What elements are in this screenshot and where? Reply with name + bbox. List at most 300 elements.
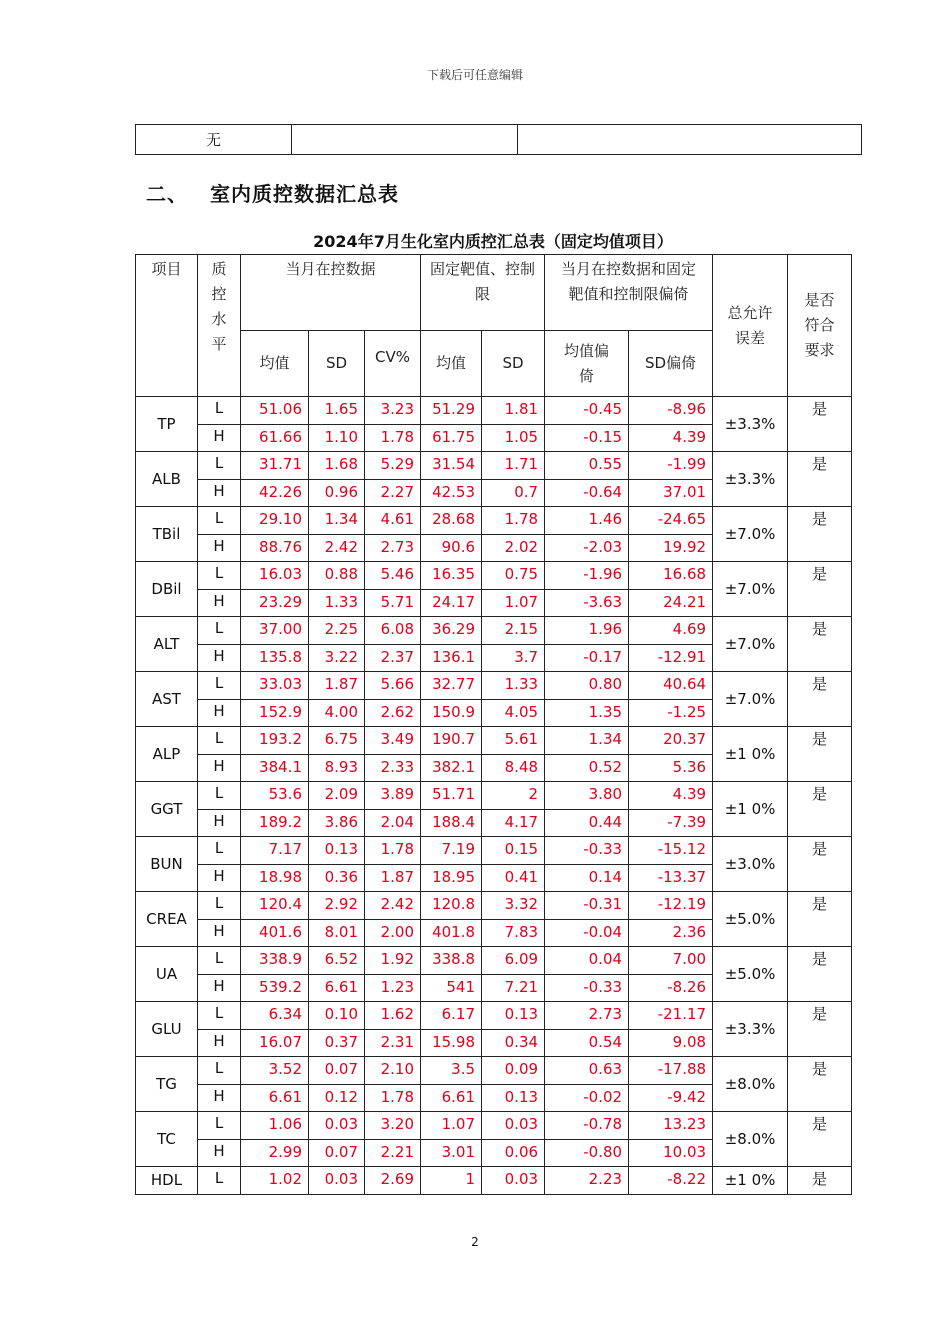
mean-bias-cell: -0.04: [545, 919, 629, 947]
mean-cell: 338.9: [241, 947, 309, 975]
comply-cell: 是: [788, 1002, 852, 1057]
mean-bias-cell: 0.52: [545, 754, 629, 782]
fixed-mean-cell: 120.8: [421, 892, 482, 920]
header-cv: CV%: [365, 331, 421, 397]
sd-bias-cell: -13.37: [629, 864, 713, 892]
sd-cell: 0.10: [309, 1002, 365, 1030]
fixed-sd-cell: 3.7: [482, 644, 545, 672]
level-cell: H: [198, 1084, 241, 1112]
comply-cell: 是: [788, 452, 852, 507]
tolerance-cell: ±1 0%: [713, 782, 788, 837]
sd-cell: 1.65: [309, 397, 365, 425]
fixed-sd-cell: 1.05: [482, 424, 545, 452]
level-cell: L: [198, 947, 241, 975]
fixed-sd-cell: 1.71: [482, 452, 545, 480]
tolerance-cell: ±3.3%: [713, 452, 788, 507]
fixed-mean-cell: 28.68: [421, 507, 482, 535]
level-cell: H: [198, 699, 241, 727]
tolerance-cell: ±1 0%: [713, 727, 788, 782]
table-row: [136, 672, 852, 700]
sd-bias-cell: 20.37: [629, 727, 713, 755]
header-bias: 当月在控数据和固定靶值和控制限偏倚: [545, 255, 713, 331]
tolerance-cell: ±3.3%: [713, 397, 788, 452]
fixed-sd-cell: 0.15: [482, 837, 545, 865]
mean-bias-cell: -1.96: [545, 562, 629, 590]
cv-cell: 1.62: [365, 1002, 421, 1030]
cv-cell: 2.42: [365, 892, 421, 920]
comply-cell: 是: [788, 507, 852, 562]
comply-cell: 是: [788, 837, 852, 892]
fixed-sd-cell: 0.03: [482, 1167, 545, 1195]
fixed-mean-cell: 382.1: [421, 754, 482, 782]
cv-cell: 4.61: [365, 507, 421, 535]
level-cell: L: [198, 727, 241, 755]
fixed-mean-cell: 338.8: [421, 947, 482, 975]
level-cell: H: [198, 919, 241, 947]
level-cell: H: [198, 754, 241, 782]
sd-bias-cell: 13.23: [629, 1112, 713, 1140]
fixed-mean-cell: 3.01: [421, 1139, 482, 1167]
mean-cell: 42.26: [241, 479, 309, 507]
cv-cell: 3.20: [365, 1112, 421, 1140]
table-title: 2024年7月生化室内质控汇总表（固定均值项目）: [313, 232, 673, 251]
mean-cell: 37.00: [241, 617, 309, 645]
level-cell: L: [198, 1112, 241, 1140]
fixed-sd-cell: 2.02: [482, 534, 545, 562]
fixed-sd-cell: 1.33: [482, 672, 545, 700]
sd-bias-cell: 9.08: [629, 1029, 713, 1057]
mean-cell: 29.10: [241, 507, 309, 535]
item-name-cell: CREA: [136, 892, 198, 947]
cv-cell: 2.21: [365, 1139, 421, 1167]
cv-cell: 5.46: [365, 562, 421, 590]
fixed-sd-cell: 0.75: [482, 562, 545, 590]
fixed-mean-cell: 32.77: [421, 672, 482, 700]
item-name-cell: HDL: [136, 1167, 198, 1195]
sd-bias-cell: -24.65: [629, 507, 713, 535]
mean-cell: 120.4: [241, 892, 309, 920]
table-row: [136, 1057, 852, 1085]
fixed-mean-cell: 7.19: [421, 837, 482, 865]
sd-cell: 6.75: [309, 727, 365, 755]
mean-cell: 189.2: [241, 809, 309, 837]
mean-cell: 193.2: [241, 727, 309, 755]
fixed-mean-cell: 16.35: [421, 562, 482, 590]
mean-cell: 23.29: [241, 589, 309, 617]
mean-bias-cell: 1.35: [545, 699, 629, 727]
cv-cell: 3.89: [365, 782, 421, 810]
sd-cell: 8.93: [309, 754, 365, 782]
mean-bias-cell: -0.02: [545, 1084, 629, 1112]
cv-cell: 3.23: [365, 397, 421, 425]
cv-cell: 1.78: [365, 1084, 421, 1112]
item-name-cell: TBil: [136, 507, 198, 562]
fixed-mean-cell: 18.95: [421, 864, 482, 892]
table-row: [136, 507, 852, 535]
header-sd: SD: [309, 331, 365, 397]
sd-bias-cell: -12.19: [629, 892, 713, 920]
level-cell: H: [198, 644, 241, 672]
sd-cell: 3.22: [309, 644, 365, 672]
sd-cell: 2.25: [309, 617, 365, 645]
fixed-mean-cell: 42.53: [421, 479, 482, 507]
comply-cell: 是: [788, 1057, 852, 1112]
mean-bias-cell: -0.17: [545, 644, 629, 672]
cv-cell: 2.33: [365, 754, 421, 782]
level-cell: H: [198, 479, 241, 507]
fixed-mean-cell: 401.8: [421, 919, 482, 947]
item-name-cell: ALB: [136, 452, 198, 507]
fixed-sd-cell: 1.81: [482, 397, 545, 425]
section-heading: [146, 178, 399, 207]
mean-cell: 7.17: [241, 837, 309, 865]
level-cell: L: [198, 1002, 241, 1030]
mean-cell: 6.34: [241, 1002, 309, 1030]
cv-cell: 5.66: [365, 672, 421, 700]
cv-cell: 2.62: [365, 699, 421, 727]
comply-cell: 是: [788, 1167, 852, 1195]
sd-cell: 0.36: [309, 864, 365, 892]
top-cell-3: [518, 125, 862, 155]
cv-cell: 2.27: [365, 479, 421, 507]
cv-cell: 2.37: [365, 644, 421, 672]
page-header-note: 下载后可任意编辑: [426, 68, 523, 82]
comply-cell: 是: [788, 782, 852, 837]
comply-cell: 是: [788, 672, 852, 727]
sd-cell: 0.03: [309, 1167, 365, 1195]
comply-cell: 是: [788, 562, 852, 617]
cv-cell: 1.92: [365, 947, 421, 975]
mean-bias-cell: -0.31: [545, 892, 629, 920]
sd-cell: 0.07: [309, 1057, 365, 1085]
mean-cell: 401.6: [241, 919, 309, 947]
header-sd-bias: SD偏倚: [629, 331, 713, 397]
level-cell: L: [198, 507, 241, 535]
comply-cell: 是: [788, 892, 852, 947]
sd-cell: 1.68: [309, 452, 365, 480]
fixed-sd-cell: 0.7: [482, 479, 545, 507]
table-row: [136, 562, 852, 590]
sd-bias-cell: -7.39: [629, 809, 713, 837]
mean-bias-cell: 1.34: [545, 727, 629, 755]
fixed-mean-cell: 6.61: [421, 1084, 482, 1112]
fixed-sd-cell: 7.83: [482, 919, 545, 947]
cv-cell: 2.04: [365, 809, 421, 837]
table-row: [136, 1002, 852, 1030]
sd-bias-cell: -15.12: [629, 837, 713, 865]
fixed-mean-cell: 3.5: [421, 1057, 482, 1085]
comply-cell: 是: [788, 1112, 852, 1167]
mean-cell: 33.03: [241, 672, 309, 700]
sd-cell: 0.96: [309, 479, 365, 507]
header-fixed-mean: 均值: [421, 331, 482, 397]
item-name-cell: TC: [136, 1112, 198, 1167]
cv-cell: 1.23: [365, 974, 421, 1002]
mean-cell: 1.06: [241, 1112, 309, 1140]
section-number: 二、: [146, 182, 188, 206]
fixed-mean-cell: 36.29: [421, 617, 482, 645]
tolerance-cell: ±1 0%: [713, 1167, 788, 1195]
mean-bias-cell: -3.63: [545, 589, 629, 617]
fixed-mean-cell: 1.07: [421, 1112, 482, 1140]
mean-bias-cell: -0.80: [545, 1139, 629, 1167]
sd-bias-cell: 4.39: [629, 424, 713, 452]
item-name-cell: UA: [136, 947, 198, 1002]
cv-cell: 1.78: [365, 424, 421, 452]
item-name-cell: ALT: [136, 617, 198, 672]
cv-cell: 2.73: [365, 534, 421, 562]
fixed-sd-cell: 3.32: [482, 892, 545, 920]
qc-summary-table: [135, 254, 852, 1195]
item-name-cell: DBil: [136, 562, 198, 617]
level-cell: L: [198, 617, 241, 645]
fixed-sd-cell: 0.06: [482, 1139, 545, 1167]
sd-cell: 6.61: [309, 974, 365, 1002]
fixed-mean-cell: 24.17: [421, 589, 482, 617]
level-cell: H: [198, 1029, 241, 1057]
mean-cell: 2.99: [241, 1139, 309, 1167]
cv-cell: 1.87: [365, 864, 421, 892]
cv-cell: 2.69: [365, 1167, 421, 1195]
fixed-sd-cell: 0.34: [482, 1029, 545, 1057]
sd-bias-cell: -1.25: [629, 699, 713, 727]
mean-cell: 1.02: [241, 1167, 309, 1195]
table-row: [136, 782, 852, 810]
header-mean: 均值: [241, 331, 309, 397]
sd-cell: 0.88: [309, 562, 365, 590]
fixed-sd-cell: 0.13: [482, 1084, 545, 1112]
page-number: 2: [471, 1235, 479, 1249]
tolerance-cell: ±5.0%: [713, 892, 788, 947]
fixed-sd-cell: 2: [482, 782, 545, 810]
mean-bias-cell: 3.80: [545, 782, 629, 810]
sd-bias-cell: 16.68: [629, 562, 713, 590]
fixed-mean-cell: 190.7: [421, 727, 482, 755]
level-cell: L: [198, 782, 241, 810]
cv-cell: 6.08: [365, 617, 421, 645]
fixed-sd-cell: 7.21: [482, 974, 545, 1002]
fixed-mean-cell: 1: [421, 1167, 482, 1195]
sd-cell: 0.37: [309, 1029, 365, 1057]
mean-bias-cell: 0.44: [545, 809, 629, 837]
fixed-mean-cell: 150.9: [421, 699, 482, 727]
fixed-sd-cell: 1.78: [482, 507, 545, 535]
table-row: [136, 617, 852, 645]
fixed-sd-cell: 0.03: [482, 1112, 545, 1140]
sd-bias-cell: 19.92: [629, 534, 713, 562]
item-name-cell: BUN: [136, 837, 198, 892]
level-cell: L: [198, 1057, 241, 1085]
mean-bias-cell: -2.03: [545, 534, 629, 562]
top-cell-2: [292, 125, 518, 155]
sd-cell: 8.01: [309, 919, 365, 947]
fixed-sd-cell: 4.05: [482, 699, 545, 727]
header-fixed-sd: SD: [482, 331, 545, 397]
mean-cell: 3.52: [241, 1057, 309, 1085]
sd-cell: 1.33: [309, 589, 365, 617]
sd-bias-cell: 4.39: [629, 782, 713, 810]
comply-cell: 是: [788, 727, 852, 782]
fixed-sd-cell: 1.07: [482, 589, 545, 617]
item-name-cell: TP: [136, 397, 198, 452]
fixed-mean-cell: 90.6: [421, 534, 482, 562]
level-cell: H: [198, 589, 241, 617]
level-cell: L: [198, 562, 241, 590]
cv-cell: 5.71: [365, 589, 421, 617]
sd-cell: 0.13: [309, 837, 365, 865]
sd-bias-cell: 2.36: [629, 919, 713, 947]
mean-bias-cell: -0.64: [545, 479, 629, 507]
fixed-sd-cell: 0.09: [482, 1057, 545, 1085]
tolerance-cell: ±7.0%: [713, 507, 788, 562]
sd-cell: 4.00: [309, 699, 365, 727]
section-title-text: 室内质控数据汇总表: [210, 182, 399, 206]
fixed-mean-cell: 6.17: [421, 1002, 482, 1030]
mean-bias-cell: -0.33: [545, 837, 629, 865]
sd-cell: 3.86: [309, 809, 365, 837]
level-cell: H: [198, 424, 241, 452]
mean-cell: 31.71: [241, 452, 309, 480]
header-comply: 是否符合要求: [788, 255, 852, 397]
fixed-mean-cell: 541: [421, 974, 482, 1002]
mean-cell: 152.9: [241, 699, 309, 727]
cv-cell: 3.49: [365, 727, 421, 755]
sd-cell: 1.10: [309, 424, 365, 452]
tolerance-cell: ±7.0%: [713, 672, 788, 727]
fixed-mean-cell: 136.1: [421, 644, 482, 672]
item-name-cell: ALP: [136, 727, 198, 782]
mean-bias-cell: 0.14: [545, 864, 629, 892]
sd-cell: 1.87: [309, 672, 365, 700]
level-cell: H: [198, 1139, 241, 1167]
header-tolerance: 总允许误差: [713, 255, 788, 397]
mean-cell: 51.06: [241, 397, 309, 425]
cv-cell: 5.29: [365, 452, 421, 480]
mean-bias-cell: 0.80: [545, 672, 629, 700]
level-cell: L: [198, 892, 241, 920]
fixed-sd-cell: 4.17: [482, 809, 545, 837]
cv-cell: 2.00: [365, 919, 421, 947]
fixed-sd-cell: 2.15: [482, 617, 545, 645]
level-cell: L: [198, 837, 241, 865]
header-current: 当月在控数据: [241, 255, 421, 331]
level-cell: L: [198, 452, 241, 480]
header-level: 质控水平: [198, 255, 241, 397]
item-name-cell: AST: [136, 672, 198, 727]
header-item: 项目: [136, 255, 198, 397]
comply-cell: 是: [788, 617, 852, 672]
header-fixed: 固定靶值、控制限: [421, 255, 545, 331]
sd-bias-cell: -8.22: [629, 1167, 713, 1195]
sd-bias-cell: 10.03: [629, 1139, 713, 1167]
mean-bias-cell: -0.45: [545, 397, 629, 425]
mean-cell: 135.8: [241, 644, 309, 672]
sd-bias-cell: 7.00: [629, 947, 713, 975]
tolerance-cell: ±7.0%: [713, 617, 788, 672]
mean-bias-cell: 2.23: [545, 1167, 629, 1195]
tolerance-cell: ±8.0%: [713, 1057, 788, 1112]
sd-cell: 0.07: [309, 1139, 365, 1167]
sd-bias-cell: -9.42: [629, 1084, 713, 1112]
table-row: [136, 1167, 852, 1195]
sd-cell: 2.92: [309, 892, 365, 920]
fixed-mean-cell: 31.54: [421, 452, 482, 480]
item-name-cell: GGT: [136, 782, 198, 837]
mean-cell: 6.61: [241, 1084, 309, 1112]
mean-bias-cell: -0.78: [545, 1112, 629, 1140]
mean-cell: 18.98: [241, 864, 309, 892]
sd-bias-cell: -8.26: [629, 974, 713, 1002]
table-row: [136, 727, 852, 755]
level-cell: H: [198, 534, 241, 562]
top-cell-1: 无: [136, 125, 292, 155]
sd-bias-cell: 37.01: [629, 479, 713, 507]
fixed-mean-cell: 51.71: [421, 782, 482, 810]
comply-cell: 是: [788, 397, 852, 452]
cv-cell: 2.10: [365, 1057, 421, 1085]
sd-cell: 2.42: [309, 534, 365, 562]
fixed-sd-cell: 8.48: [482, 754, 545, 782]
item-name-cell: TG: [136, 1057, 198, 1112]
level-cell: H: [198, 974, 241, 1002]
fixed-sd-cell: 6.09: [482, 947, 545, 975]
fixed-mean-cell: 15.98: [421, 1029, 482, 1057]
tolerance-cell: ±7.0%: [713, 562, 788, 617]
mean-cell: 61.66: [241, 424, 309, 452]
sd-bias-cell: 24.21: [629, 589, 713, 617]
mean-cell: 539.2: [241, 974, 309, 1002]
mean-cell: 88.76: [241, 534, 309, 562]
sd-cell: 6.52: [309, 947, 365, 975]
sd-cell: 1.34: [309, 507, 365, 535]
table-row: [136, 452, 852, 480]
level-cell: L: [198, 397, 241, 425]
table-row: [136, 1112, 852, 1140]
sd-bias-cell: -1.99: [629, 452, 713, 480]
previous-table-tail: [135, 124, 862, 155]
table-row: [136, 947, 852, 975]
header-mean-bias: 均值偏倚: [545, 331, 629, 397]
sd-cell: 2.09: [309, 782, 365, 810]
fixed-sd-cell: 0.41: [482, 864, 545, 892]
sd-cell: 0.03: [309, 1112, 365, 1140]
qc-table-body: [136, 397, 852, 1195]
mean-bias-cell: 0.54: [545, 1029, 629, 1057]
sd-bias-cell: 5.36: [629, 754, 713, 782]
mean-bias-cell: 1.46: [545, 507, 629, 535]
sd-bias-cell: -12.91: [629, 644, 713, 672]
mean-cell: 53.6: [241, 782, 309, 810]
cv-cell: 2.31: [365, 1029, 421, 1057]
mean-bias-cell: -0.15: [545, 424, 629, 452]
item-name-cell: GLU: [136, 1002, 198, 1057]
table-row: [136, 892, 852, 920]
fixed-sd-cell: 0.13: [482, 1002, 545, 1030]
mean-cell: 16.03: [241, 562, 309, 590]
mean-cell: 384.1: [241, 754, 309, 782]
fixed-mean-cell: 188.4: [421, 809, 482, 837]
cv-cell: 1.78: [365, 837, 421, 865]
tolerance-cell: ±8.0%: [713, 1112, 788, 1167]
sd-bias-cell: 40.64: [629, 672, 713, 700]
sd-bias-cell: -21.17: [629, 1002, 713, 1030]
level-cell: L: [198, 672, 241, 700]
mean-bias-cell: 1.96: [545, 617, 629, 645]
tolerance-cell: ±5.0%: [713, 947, 788, 1002]
tolerance-cell: ±3.0%: [713, 837, 788, 892]
sd-bias-cell: -8.96: [629, 397, 713, 425]
fixed-mean-cell: 51.29: [421, 397, 482, 425]
